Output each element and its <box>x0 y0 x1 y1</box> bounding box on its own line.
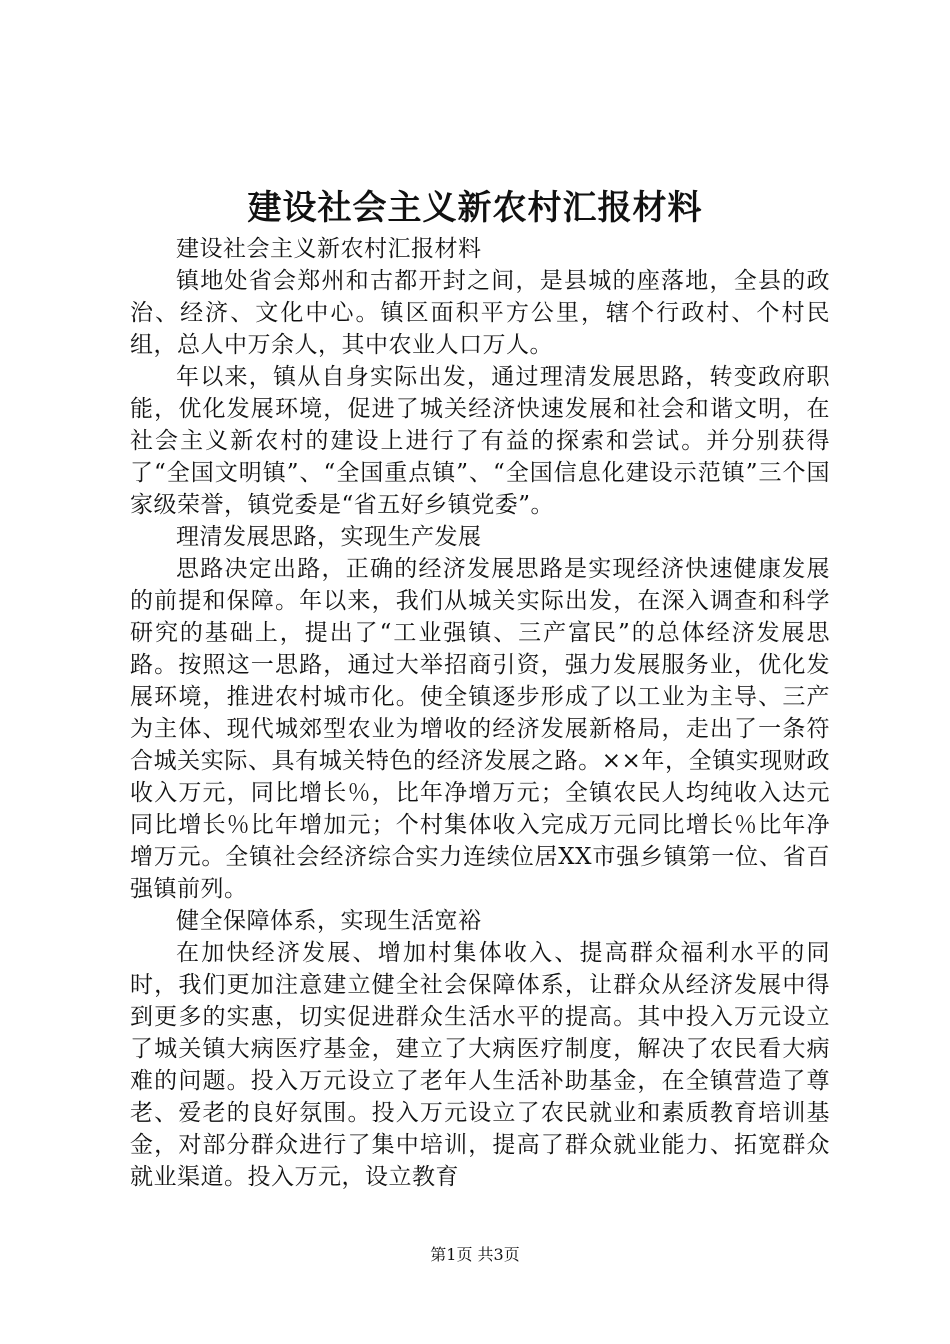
paragraph-subtitle: 建设社会主义新农村汇报材料 <box>176 236 482 262</box>
paragraph-intro: 镇地处省会郑州和古都开封之间，是县城的座落地，全县的政治、经济、文化中心。镇区面积平方公里，辖个行政村、个村民组，总人中万余人，其中农业人口万人。 <box>130 268 830 358</box>
section-heading-security: 健全保障体系，实现生活宽裕 <box>176 908 482 934</box>
section-heading-development: 理清发展思路，实现生产发展 <box>176 524 482 550</box>
paragraph-achievements: 年以来，镇从自身实际出发，通过理清发展思路，转变政府职能，优化发展环境，促进了城关经济快速发展和社会和谐文明，在社会主义新农村的建设上进行了有益的探索和尝试。并分别获得了“全国文明镇”、“全国重点镇”、“全国信息化建设示范镇”三个国家级荣誉，镇党委是“省五好乡镇党委”。 <box>130 364 830 518</box>
document-title: 建设社会主义新农村汇报材料 <box>247 188 703 228</box>
paragraph-security: 在加快经济发展、增加村集体收入、提高群众福利水平的同时，我们更加注意建立健全社会保障体系，让群众从经济发展中得到更多的实惠，切实促进群众生活水平的提高。其中投入万元设立了城关镇大病医疗基金，建立了大病医疗制度，解决了农民看大病难的问题。投入万元设立了老年人生活补助基金，在全镇营造了尊老、爱老的良好氛围。投入万元设立了农民就业和素质教育培训基金，对部分群众进行了集中培训，提高了群众就业能力、拓宽群众就业渠道。投入万元，设立教育 <box>130 940 830 1190</box>
page-footer: 第1页 共3页 <box>430 1245 520 1264</box>
paragraph-development: 思路决定出路，正确的经济发展思路是实现经济快速健康发展的前提和保障。年以来，我们从城关实际出发，在深入调查和科学研究的基础上，提出了“工业强镇、三产富民”的总体经济发展思路。按照这一思路，通过大举招商引资，强力发展服务业，优化发展环境，推进农村城市化。使全镇逐步形成了以工业为主导、三产为主体、现代城郊型农业为增收的经济发展新格局，走出了一条符合城关实际、具有城关特色的经济发展之路。××年，全镇实现财政收入万元，同比增长％，比年净增万元；全镇农民人均纯收入达元同比增长％比年增加元；个村集体收入完成万元同比增长％比年净增万元。全镇社会经济综合实力连续位居XX市强乡镇第一位、省百强镇前列。 <box>130 556 830 902</box>
document-body <box>130 233 830 1193</box>
